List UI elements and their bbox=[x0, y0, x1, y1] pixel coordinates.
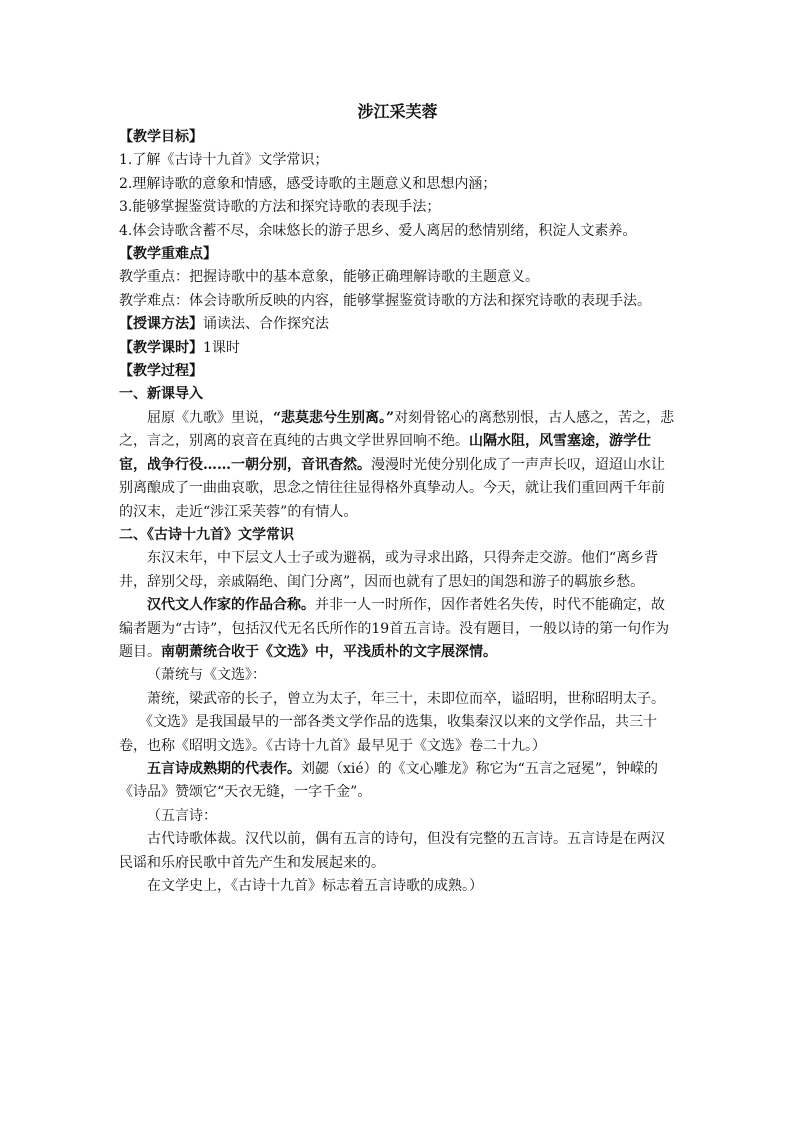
hours-line bbox=[119, 337, 676, 360]
s2-text-wuyan: 刘勰（xié）的《文心雕龙》称它为“五言之冠冕”，钟嵘的《诗品》赞颂它“天衣无缝，一字千金”。 bbox=[119, 760, 658, 801]
s2-bold-wuyan: 五言诗成熟期的代表作。 bbox=[147, 760, 301, 777]
s2-note-xiaotong: （萧统与《文选》： bbox=[147, 667, 266, 684]
s1-quote: “悲莫悲兮生别离。” bbox=[273, 409, 395, 426]
key-difficulty: 教学难点：体会诗歌所反映的内容，能够掌握鉴赏诗歌的方法和探究诗歌的表现手法。 bbox=[119, 292, 651, 309]
method-heading: 【授课方法】 bbox=[119, 316, 203, 333]
s2-paragraph-2 bbox=[119, 594, 676, 664]
s2-bold-a: 汉代文人作家的作品合称。 bbox=[147, 597, 315, 614]
s2-paragraph-xiaotong: 萧统，梁武帝的长子，曾立为太子，年三十，未即位而卒，谥昭明，世称昭明太子。 bbox=[147, 690, 665, 707]
document-page bbox=[119, 98, 676, 898]
goal-item-2: 2.理解诗歌的意象和情感，感受诗歌的主题意义和思想内涵； bbox=[119, 175, 497, 192]
s2-paragraph-history: 在文学史上，《古诗十九首》标志着五言诗歌的成熟。） bbox=[147, 878, 483, 894]
s1-bold-d: 山隔水阻，风雪塞途，游学仕宦，战争行役……一朝分别，音讯杳然。 bbox=[119, 433, 651, 473]
page-title: 涉江采芙蓉 bbox=[357, 102, 438, 121]
section1-paragraph bbox=[119, 407, 676, 524]
s2-note-wuyan: （五言诗： bbox=[147, 807, 217, 824]
goal-item-3: 3.能够掌握鉴赏诗歌的方法和探究诗歌的表现手法； bbox=[119, 199, 441, 216]
method-text: 诵读法、合作探究法 bbox=[203, 316, 329, 333]
goal-item-1: 1.了解《古诗十九首》文学常识； bbox=[119, 152, 329, 169]
method-line bbox=[119, 313, 676, 336]
s2-paragraph-wuyan bbox=[119, 758, 676, 805]
s2-text-b: 并非一人一时所作，因作者姓名失传，时代不能确定，故编者题为“古诗”，包括汉代无名氏所作的19首五言诗。没有题目，一般以诗的第一句作为题目。 bbox=[119, 597, 670, 660]
key-points-heading: 【教学重难点】 bbox=[119, 246, 217, 263]
key-focus: 教学重点：把握诗歌中的基本意象，能够正确理解诗歌的主题意义。 bbox=[119, 269, 539, 286]
s1-text-e: 漫漫时光使分别化成了一声声长叹，迢迢山水让别离酿成了一曲曲哀歌，思念之情往往显得格外真挚动人。今天，就让我们重回两千年前的汉末，走近“涉江采芙蓉”的有情人。 bbox=[119, 456, 665, 520]
goal-item-4: 4.体会诗歌含蓄不尽，余味悠长的游子思乡、爱人离居的愁情别绪，积淀人文素养。 bbox=[119, 222, 637, 239]
hours-text: 1课时 bbox=[203, 339, 240, 356]
goals-heading: 【教学目标】 bbox=[119, 129, 203, 145]
s2-paragraph-wenxuan: 《文选》是我国最早的一部各类文学作品的选集，收集秦汉以来的文学作品，共三十卷，也称《昭明文选》。《古诗十九首》最早见于《文选》卷二十九。） bbox=[119, 714, 657, 754]
section2-heading: 二、《古诗十九首》文学常识 bbox=[119, 526, 294, 543]
section1-heading: 一、新课导入 bbox=[119, 386, 203, 403]
process-heading: 【教学过程】 bbox=[119, 363, 203, 380]
s2-bold-c: 南朝萧统合收于《文选》中，平浅质朴的文字展深情。 bbox=[161, 643, 497, 660]
hours-heading: 【教学课时】 bbox=[119, 339, 203, 356]
s1-text-c: 对刻骨铭心的离愁别恨，古人感之，苦之，悲之，言之，别离的哀音在真纯的古典文学世界回响不绝。 bbox=[119, 409, 675, 450]
s2-paragraph-1: 东汉末年，中下层文人士子或为避祸，或为寻求出路，只得奔走交游。他们“离乡背井，辞别父母，亲戚隔绝、闺门分离”，因而也就有了思妇的闺怨和游子的羁旅乡愁。 bbox=[119, 550, 659, 590]
s1-text-a: 屈原《九歌》里说， bbox=[147, 409, 273, 426]
s2-paragraph-genre: 古代诗歌体裁。汉代以前，偶有五言的诗句，但没有完整的五言诗。五言诗是在两汉民谣和乐府民歌中首先产生和发展起来的。 bbox=[119, 831, 665, 871]
